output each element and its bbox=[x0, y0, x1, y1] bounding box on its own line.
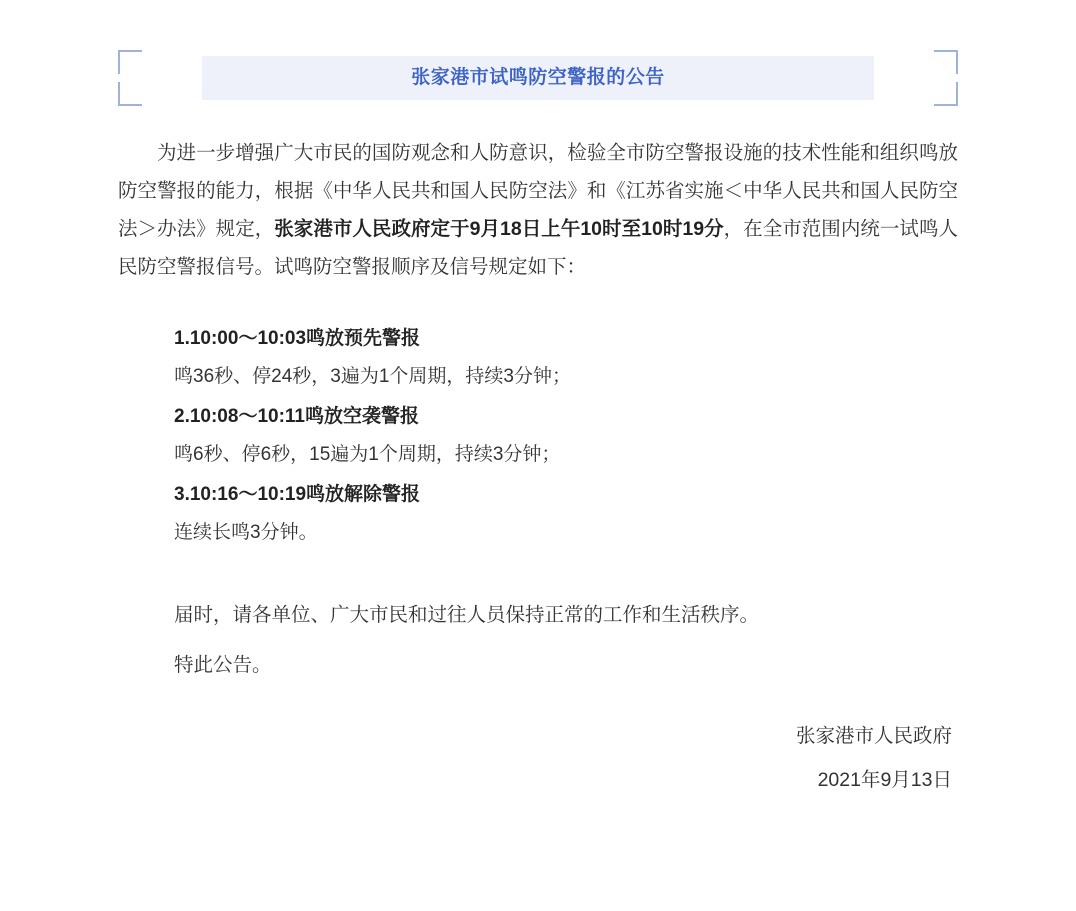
signal-heading-3: 3.10:16～10:19鸣放解除警报 bbox=[174, 484, 421, 505]
list-item bbox=[174, 476, 958, 552]
page-title: 张家港市试鸣防空警报的公告 bbox=[411, 67, 665, 88]
intro-segment-1: 为进一步增强广大市民的国防观念和人防意识，检验全市防空警报设施的技术性能和组织鸣放防空警报的能力，根据《中华人民共和国人民防空法》和《江苏省实施＜中华人民共和国人民防空法＞办法》规定， bbox=[118, 142, 958, 240]
list-item bbox=[174, 320, 958, 396]
announcement-document bbox=[0, 56, 1076, 911]
closing-paragraph-1: 届时，请各单位、广大市民和过往人员保持正常的工作和生活秩序。 bbox=[174, 604, 760, 626]
signature-date: 2021年9月13日 bbox=[817, 769, 952, 791]
closing-paragraph-2: 特此公告。 bbox=[174, 654, 272, 676]
signal-description-1: 鸣36秒、停24秒，3遍为1个周期，持续3分钟； bbox=[174, 366, 571, 387]
intro-segment-2-bold: 张家港市人民政府定于9月18日上午10时至10时19分 bbox=[274, 218, 724, 240]
signal-description-2: 鸣6秒、停6秒，15遍为1个周期，持续3分钟； bbox=[174, 444, 561, 465]
closing-paragraphs bbox=[174, 596, 958, 684]
intro-segment-3: ，在全市范围内统一试鸣人民防空警报信号。试鸣防空警报顺序及信号规定如下： bbox=[118, 218, 958, 278]
signal-heading-2: 2.10:08～10:11鸣放空袭警报 bbox=[174, 406, 419, 427]
signal-heading-1: 1.10:00～10:03鸣放预先警报 bbox=[174, 328, 421, 349]
signature-block bbox=[118, 714, 958, 802]
signal-description-3: 连续长鸣3分钟。 bbox=[174, 522, 318, 543]
document-title-banner bbox=[118, 56, 958, 100]
intro-paragraph bbox=[118, 134, 958, 286]
signature-issuer: 张家港市人民政府 bbox=[795, 725, 952, 747]
document-body bbox=[118, 134, 958, 684]
list-item bbox=[174, 398, 958, 474]
signal-list bbox=[174, 320, 958, 552]
